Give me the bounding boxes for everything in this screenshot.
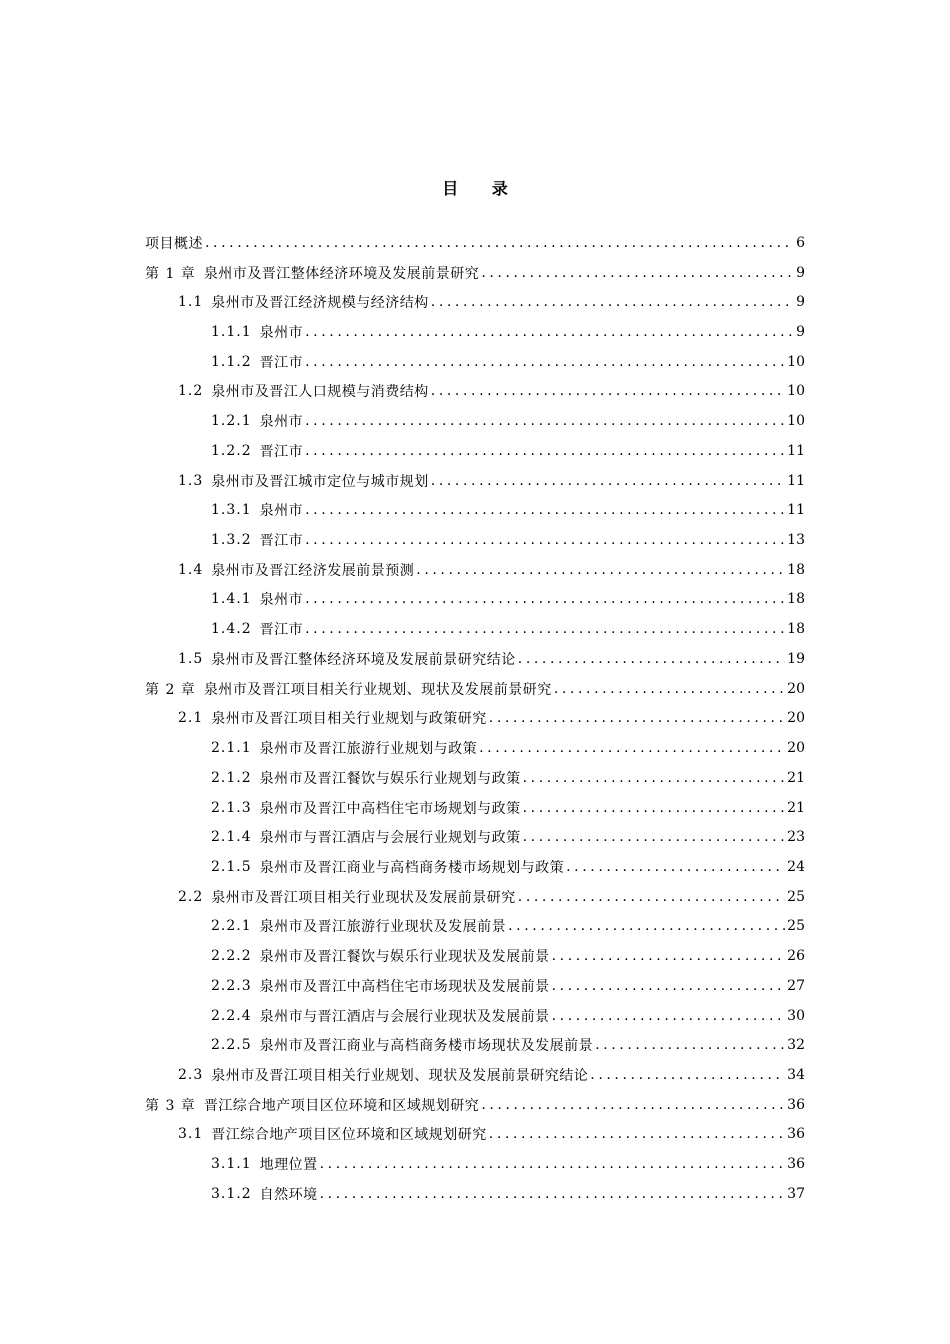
toc-entry-title: 泉州市及晋江餐饮与娱乐行业规划与政策 [259, 770, 521, 787]
toc-entry-number: 1.5 [178, 650, 204, 667]
toc-entry-title: 自然环境 [259, 1186, 318, 1203]
toc-entry-page-number: 11 [787, 472, 805, 489]
toc-entry-number: 2.1.2 [211, 769, 252, 786]
toc-entry-title: 泉州市及晋江项目相关行业规划与政策研究 [211, 711, 487, 728]
toc-dot-leader [305, 354, 785, 370]
toc-dot-leader [481, 265, 794, 281]
toc-entry[interactable] [145, 1060, 805, 1090]
toc-entry-title: 晋江市 [259, 533, 304, 550]
toc-entry-page-number: 34 [787, 1066, 805, 1083]
toc-entry-page-number: 9 [796, 324, 805, 341]
toc-entry-title: 泉州市及晋江中高档住宅市场现状及发展前景 [259, 978, 550, 995]
toc-dot-leader [508, 918, 785, 934]
toc-entry-title: 泉州市与晋江酒店与会展行业规划与政策 [259, 830, 521, 847]
toc-dot-leader [554, 681, 785, 697]
toc-entry-number: 1.1.1 [211, 324, 252, 341]
toc-entry[interactable] [145, 377, 805, 407]
toc-entry-number: 2.1.5 [211, 858, 252, 875]
toc-entry-number: 1.2.1 [211, 413, 252, 430]
toc-dot-leader [552, 948, 786, 964]
toc-entry-title: 泉州市及晋江城市定位与城市规划 [211, 473, 429, 490]
toc-dot-leader [523, 770, 786, 786]
toc-entry-title: 泉州市及晋江整体经济环境及发展前景研究 [203, 265, 480, 282]
toc-entry-number: 1.3.2 [211, 532, 252, 549]
toc-entry[interactable] [145, 406, 805, 436]
toc-dot-leader [552, 978, 786, 994]
toc-entry-page-number: 26 [787, 948, 805, 965]
toc-dot-leader [305, 502, 785, 518]
toc-entry-title: 泉州市及晋江商业与高档商务楼市场规划与政策 [259, 859, 565, 876]
toc-entry[interactable] [145, 852, 805, 882]
toc-entry[interactable] [145, 822, 805, 852]
toc-entry[interactable] [145, 644, 805, 674]
toc-entry-title: 泉州市 [259, 503, 304, 520]
toc-entry-page-number: 19 [787, 650, 805, 667]
toc-entry[interactable] [145, 763, 805, 793]
toc-dot-leader [523, 800, 786, 816]
toc-dot-leader [320, 1156, 786, 1172]
toc-entry-page-number: 6 [796, 234, 805, 251]
toc-entry-title: 泉州市及晋江经济发展前景预测 [211, 562, 415, 579]
toc-entry-title: 地理位置 [259, 1157, 318, 1174]
toc-entry-number: 2.2.5 [211, 1037, 252, 1054]
toc-entry-page-number: 25 [787, 918, 805, 935]
toc-entry-page-number: 21 [787, 769, 805, 786]
toc-entry-title: 项目概述 [145, 235, 203, 252]
toc-dot-leader [590, 1067, 785, 1083]
toc-dot-leader [489, 1126, 785, 1142]
toc-entry[interactable] [145, 495, 805, 525]
toc-entry-title: 晋江综合地产项目区位环境和区域规划研究 [211, 1127, 487, 1144]
toc-entry-number: 1.1.2 [211, 353, 252, 370]
toc-dot-leader [431, 473, 785, 489]
toc-entry-number: 1.3.1 [211, 502, 252, 519]
toc-entry-page-number: 21 [787, 799, 805, 816]
toc-entry[interactable] [145, 347, 805, 377]
toc-entry-number: 2.1 [178, 710, 204, 727]
toc-entry[interactable] [145, 912, 805, 942]
toc-entry-number: 第 3 章 [145, 1097, 196, 1114]
toc-entry-page-number: 9 [796, 264, 805, 281]
toc-entry[interactable] [145, 941, 805, 971]
toc-entry[interactable] [145, 466, 805, 496]
toc-dot-leader [305, 413, 785, 429]
toc-dot-leader [431, 294, 794, 310]
toc-entry-page-number: 24 [787, 858, 805, 875]
toc-entry-title: 泉州市及晋江旅游行业规划与政策 [259, 741, 478, 758]
toc-entry-number: 1.1 [178, 294, 204, 311]
toc-entry-number: 1.4.2 [211, 621, 252, 638]
toc-dot-leader [552, 1008, 786, 1024]
toc-entry-page-number: 9 [796, 294, 805, 311]
toc-entry[interactable] [145, 1120, 805, 1150]
toc-entry-title: 晋江综合地产项目区位环境和区域规划研究 [203, 1097, 480, 1114]
toc-dot-leader [305, 324, 794, 340]
toc-dot-leader [481, 1097, 785, 1113]
toc-entry-title: 泉州市 [259, 592, 304, 609]
toc-entry-title: 泉州市与晋江酒店与会展行业现状及发展前景 [259, 1008, 550, 1025]
toc-entry-number: 1.2.2 [211, 442, 252, 459]
toc-entry-number: 2.2 [178, 888, 204, 905]
toc-entry-page-number: 27 [787, 977, 805, 994]
toc-entry-title: 泉州市及晋江经济规模与经济结构 [211, 295, 429, 312]
toc-entry-title: 泉州市及晋江项目相关行业规划、现状及发展前景研究结论 [211, 1067, 589, 1084]
toc-entry-page-number: 10 [787, 383, 805, 400]
toc-entry-page-number: 23 [787, 829, 805, 846]
toc-entry-number: 3.1.2 [211, 1185, 252, 1202]
toc-entry-page-number: 36 [787, 1096, 805, 1113]
toc-dot-leader [416, 562, 785, 578]
toc-entry[interactable] [145, 1179, 805, 1209]
toc-entry[interactable] [145, 793, 805, 823]
toc-entry-number: 第 2 章 [145, 681, 196, 698]
toc-entry-page-number: 32 [787, 1037, 805, 1054]
toc-entry-number: 2.2.2 [211, 948, 252, 965]
toc-dot-leader [431, 383, 785, 399]
table-of-contents [145, 228, 805, 1209]
toc-entry-title: 泉州市及晋江餐饮与娱乐行业现状及发展前景 [259, 949, 550, 966]
toc-dot-leader [479, 740, 785, 756]
toc-entry[interactable] [145, 733, 805, 763]
toc-dot-leader [305, 532, 785, 548]
toc-entry[interactable] [145, 287, 805, 317]
toc-entry-title: 泉州市及晋江商业与高档商务楼市场现状及发展前景 [259, 1038, 594, 1055]
toc-entry[interactable] [145, 1001, 805, 1031]
toc-entry[interactable] [145, 1149, 805, 1179]
toc-entry-number: 2.2.1 [211, 918, 252, 935]
toc-entry-title: 泉州市及晋江项目相关行业规划、现状及发展前景研究 [203, 681, 552, 698]
toc-dot-leader [566, 859, 785, 875]
toc-entry-number: 2.1.4 [211, 829, 252, 846]
toc-entry-page-number: 20 [787, 710, 805, 727]
toc-entry-number: 1.4 [178, 561, 204, 578]
toc-entry[interactable] [145, 971, 805, 1001]
toc-entry-title: 泉州市及晋江整体经济环境及发展前景研究结论 [211, 651, 516, 668]
toc-entry-number: 2.1.3 [211, 799, 252, 816]
toc-entry-number: 2.2.4 [211, 1007, 252, 1024]
toc-entry-number: 第 1 章 [145, 265, 196, 282]
toc-dot-leader [305, 443, 785, 459]
toc-entry[interactable] [145, 436, 805, 466]
toc-entry-number: 2.2.3 [211, 977, 252, 994]
toc-dot-leader [320, 1186, 786, 1202]
toc-entry-page-number: 13 [787, 532, 805, 549]
toc-dot-leader [518, 889, 785, 905]
toc-entry-title: 泉州市 [259, 325, 304, 342]
toc-entry-page-number: 20 [787, 740, 805, 757]
toc-entry-number: 3.1.1 [211, 1156, 252, 1173]
toc-entry[interactable] [145, 1030, 805, 1060]
toc-entry[interactable] [145, 317, 805, 347]
toc-entry[interactable] [145, 882, 805, 912]
toc-entry-title: 晋江市 [259, 354, 304, 371]
toc-entry-number: 1.2 [178, 383, 204, 400]
toc-entry-title: 泉州市及晋江中高档住宅市场规划与政策 [259, 800, 521, 817]
toc-entry[interactable] [145, 555, 805, 585]
toc-entry[interactable] [145, 704, 805, 734]
toc-dot-leader [523, 829, 786, 845]
toc-dot-leader [595, 1037, 785, 1053]
toc-entry-page-number: 18 [787, 621, 805, 638]
toc-entry-title: 泉州市 [259, 414, 304, 431]
toc-entry[interactable] [145, 258, 805, 288]
toc-entry-title: 泉州市及晋江项目相关行业现状及发展前景研究 [211, 889, 516, 906]
toc-entry-number: 1.3 [178, 472, 204, 489]
toc-entry-title: 泉州市及晋江旅游行业现状及发展前景 [259, 919, 507, 936]
toc-entry-title: 泉州市及晋江人口规模与消费结构 [211, 384, 429, 401]
toc-entry-page-number: 36 [787, 1126, 805, 1143]
toc-entry[interactable] [145, 674, 805, 704]
toc-entry[interactable] [145, 1090, 805, 1120]
toc-entry[interactable] [145, 525, 805, 555]
toc-entry-number: 3.1 [178, 1126, 204, 1143]
toc-entry-page-number: 25 [787, 888, 805, 905]
toc-dot-leader [489, 710, 785, 726]
toc-entry-page-number: 18 [787, 561, 805, 578]
page-title: 目 录 [442, 179, 522, 198]
toc-entry-number: 2.1.1 [211, 740, 252, 757]
toc-dot-leader [205, 235, 794, 251]
toc-dot-leader [518, 651, 785, 667]
toc-dot-leader [305, 591, 785, 607]
toc-entry-page-number: 10 [787, 413, 805, 430]
toc-entry-page-number: 36 [787, 1156, 805, 1173]
toc-entry-number: 1.4.1 [211, 591, 252, 608]
toc-entry-page-number: 10 [787, 353, 805, 370]
toc-entry-page-number: 37 [787, 1185, 805, 1202]
toc-dot-leader [305, 621, 785, 637]
toc-entry-page-number: 20 [787, 680, 805, 697]
toc-entry-page-number: 11 [787, 442, 805, 459]
toc-entry-page-number: 18 [787, 591, 805, 608]
toc-entry[interactable] [145, 585, 805, 615]
toc-entry-page-number: 30 [787, 1007, 805, 1024]
toc-entry[interactable] [145, 614, 805, 644]
toc-entry[interactable] [145, 228, 805, 258]
toc-entry-title: 晋江市 [259, 443, 304, 460]
toc-entry-number: 2.3 [178, 1066, 204, 1083]
toc-entry-page-number: 11 [787, 502, 805, 519]
toc-entry-title: 晋江市 [259, 622, 304, 639]
